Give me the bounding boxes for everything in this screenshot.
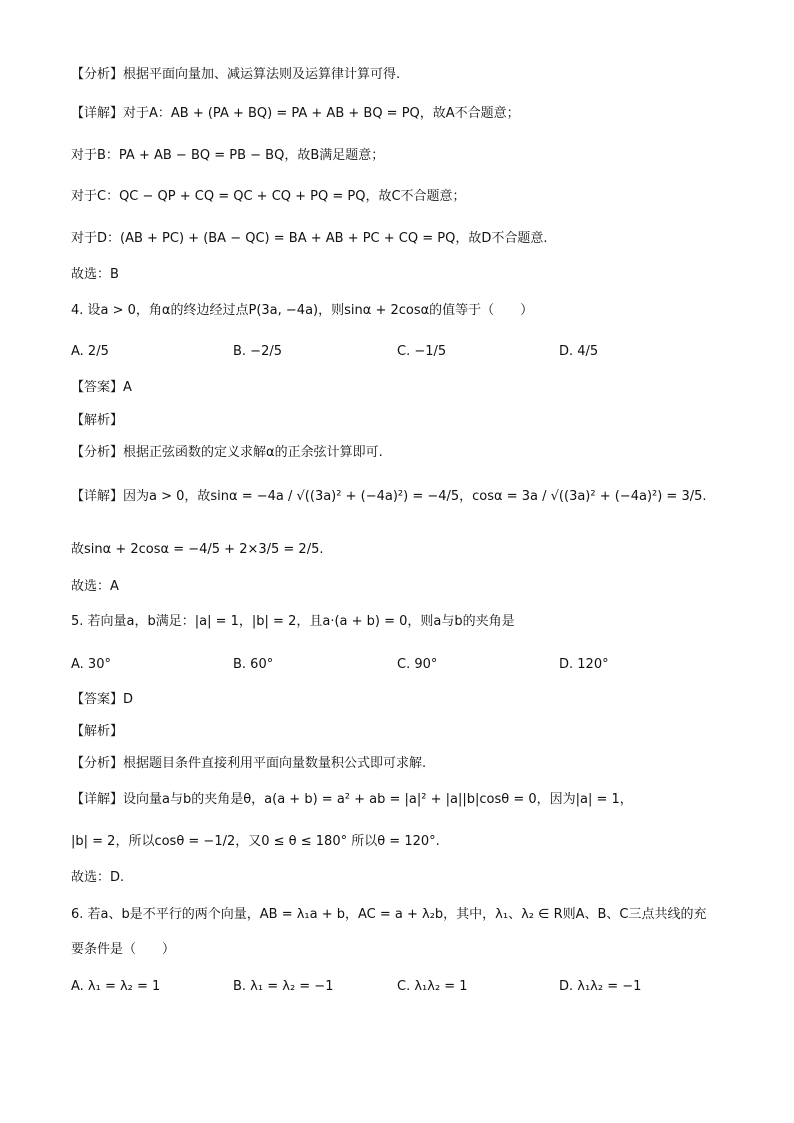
question-6-cont: 要条件是（ ） (71, 942, 176, 957)
q5-explanation-heading: 【解析】 (71, 724, 124, 739)
option-d-line: 对于D：(AB + PC) + (BA − QC) = BA + AB + PC + CQ = PQ，故D不合题意. (71, 231, 548, 246)
q5-option-d: D. 120° (559, 657, 609, 672)
question-6: 6. 若a、b是不平行的两个向量，AB = λ₁a + b，AC = a + λ₂b，其中，λ₁、λ₂ ∈ R则A、B、C三点共线的充 (71, 907, 707, 922)
q4-option-c: C. −1/5 (397, 344, 447, 359)
q5-choice: 故选：D. (71, 870, 125, 885)
q5-option-b: B. 60° (233, 657, 274, 672)
option-b-line: 对于B：PA + AB − BQ = PB − BQ，故B满足题意； (71, 148, 385, 163)
analysis-line: 【分析】根据平面向量加、减运算法则及运算律计算可得. (71, 67, 401, 82)
q6-option-d: D. λ₁λ₂ = −1 (559, 979, 642, 994)
q4-result: 故sinα + 2cosα = −4/5 + 2×3/5 = 2/5. (71, 542, 324, 557)
question-4: 4. 设a > 0，角α的终边经过点P(3a, −4a)，则sinα + 2cosα的值等于（ ） (71, 303, 534, 318)
q5-detail-2: |b| = 2，所以cosθ = −1/2，又0 ≤ θ ≤ 180° 所以θ = 120°. (71, 834, 440, 849)
q4-choice: 故选：A (71, 579, 119, 594)
q4-analysis: 【分析】根据正弦函数的定义求解α的正余弦计算即可. (71, 445, 383, 460)
q6-option-a: A. λ₁ = λ₂ = 1 (71, 979, 161, 994)
q5-analysis: 【分析】根据题目条件直接利用平面向量数量积公式即可求解. (71, 756, 427, 771)
q4-option-b: B. −2/5 (233, 344, 282, 359)
q6-option-b: B. λ₁ = λ₂ = −1 (233, 979, 334, 994)
option-c-line: 对于C：QC − QP + CQ = QC + CQ + PQ = PQ，故C不合题意； (71, 189, 466, 204)
q5-option-c: C. 90° (397, 657, 438, 672)
answer-choice: 故选：B (71, 267, 119, 282)
q5-answer: 【答案】D (71, 692, 134, 707)
question-5: 5. 若向量a，b满足：|a| = 1，|b| = 2，且a·(a + b) = 0，则a与b的夹角是 (71, 614, 515, 629)
q4-explanation-heading: 【解析】 (71, 413, 124, 428)
q5-option-a: A. 30° (71, 657, 111, 672)
q4-answer: 【答案】A (71, 380, 132, 395)
q5-detail-1: 【详解】设向量a与b的夹角是θ，a(a + b) = a² + ab = |a|² + |a||b|cosθ = 0，因为|a| = 1， (71, 792, 633, 807)
q4-detail: 【详解】因为a > 0，故sinα = −4a / √((3a)² + (−4a)²) = −4/5，cosα = 3a / √((3a)² + (−4a)²) = 3/5. (71, 489, 707, 504)
detail-line-a: 【详解】对于A：AB + (PA + BQ) = PA + AB + BQ = PQ，故A不合题意； (71, 106, 520, 121)
q4-option-d: D. 4/5 (559, 344, 599, 359)
q6-option-c: C. λ₁λ₂ = 1 (397, 979, 468, 994)
q4-option-a: A. 2/5 (71, 344, 109, 359)
